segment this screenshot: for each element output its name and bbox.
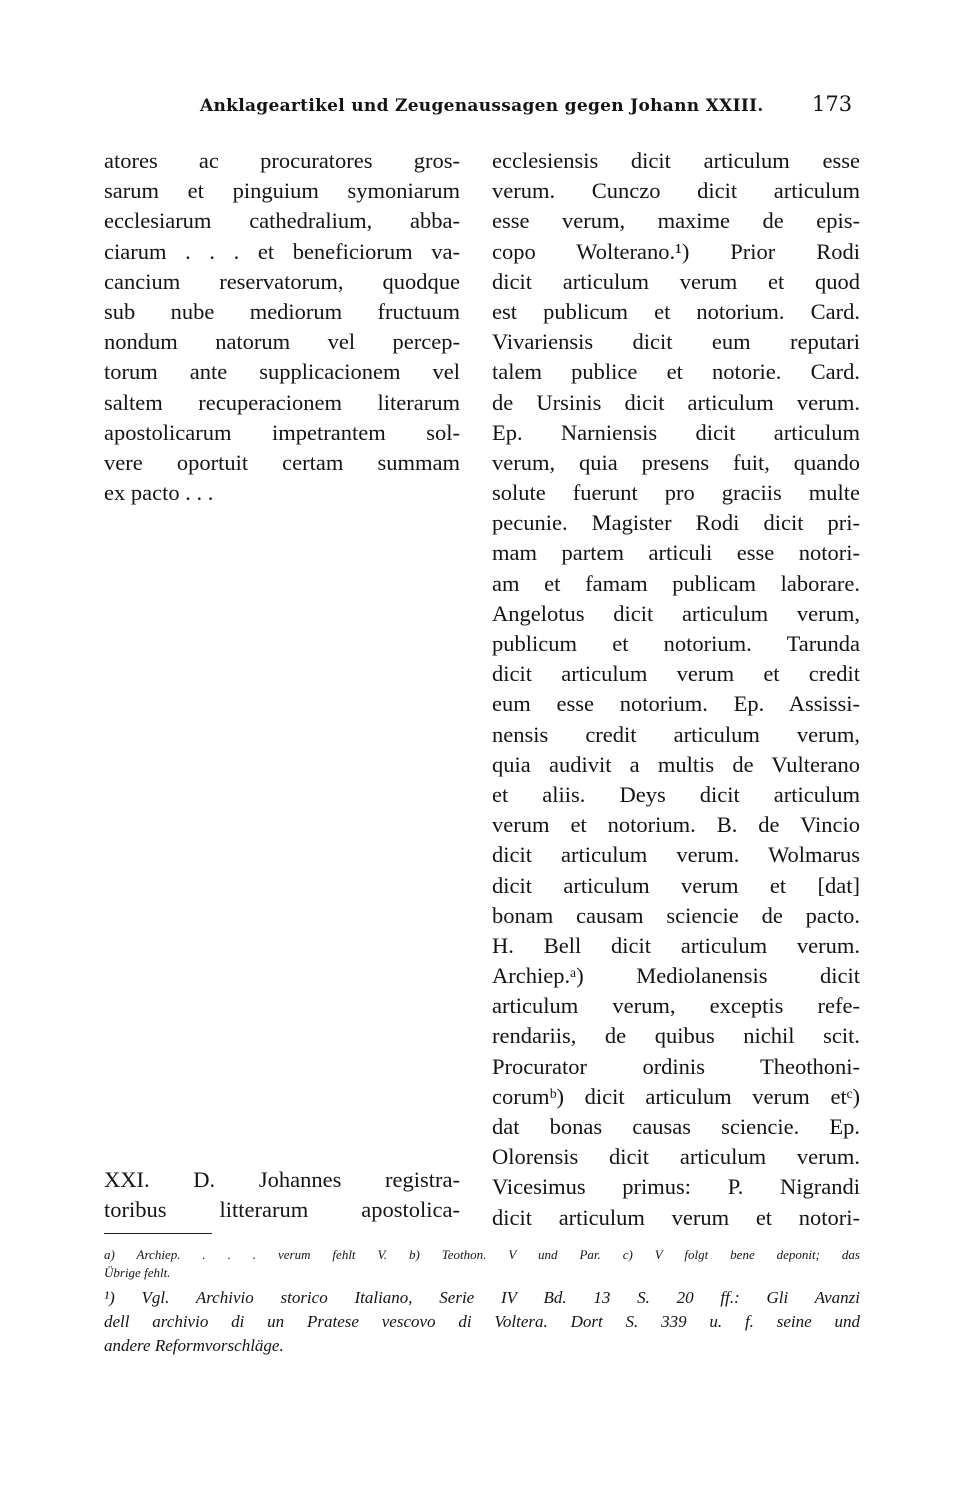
footnote-line: Übrige fehlt.	[104, 1265, 171, 1280]
text-line: saltem recuperacionem literarum	[104, 389, 460, 415]
footnote-variants	[104, 1246, 860, 1282]
text-line: cancium reservatorum, quodque	[104, 268, 460, 294]
text-line: ciarum . . . et beneficiorum va-	[104, 238, 460, 264]
text-line: mam partem articuli esse notori-	[492, 540, 860, 566]
text-line: publicum et notorium. Tarunda	[492, 631, 860, 656]
text-line: H. Bell dicit articulum verum.	[492, 932, 860, 958]
page-number: 173	[812, 92, 853, 116]
text-line: est publicum et notorium. Card.	[492, 298, 860, 324]
text-line: Vivariensis dicit eum reputari	[492, 329, 860, 355]
footnote-line: andere Reformvorschläge.	[104, 1336, 284, 1355]
text-line: verum, quia presens fuit, quando	[492, 449, 860, 475]
text-line: Archiep.ᵃ) Mediolanensis dicit	[492, 963, 860, 989]
text-line: sub nube mediorum fructuum	[104, 298, 460, 324]
text-line: atores ac procuratores gros-	[104, 148, 460, 173]
text-line: sarum et pinguium symoniarum	[104, 178, 460, 204]
left-column	[104, 146, 460, 508]
text-line: rendariis, de quibus nichil scit.	[492, 1023, 860, 1049]
text-line: quia audivit a multis de Vulterano	[492, 751, 860, 777]
text-line: bonam causam sciencie de pacto.	[492, 902, 860, 928]
right-column	[492, 146, 860, 1233]
text-line: Angelotus dicit articulum verum,	[492, 600, 860, 626]
text-line: nondum natorum vel percep-	[104, 329, 460, 355]
text-line: apostolicarum impetrantem sol-	[104, 419, 460, 445]
footnote-line: ¹) Vgl. Archivio storico Italiano, Serie IV Bd. 13 S. 20 ff.: Gli Avanzi	[104, 1288, 860, 1307]
text-line: eum esse notorium. Ep. Assissi-	[492, 691, 860, 717]
text-line: dicit articulum verum. Wolmarus	[492, 842, 860, 868]
text-line: solute fuerunt pro graciis multe	[492, 480, 860, 506]
text-line: Procurator ordinis Theothoni-	[492, 1053, 860, 1079]
footnote-line: dell archivio di un Pratese vescovo di Voltera. Dort S. 339 u. f. seine und	[104, 1312, 860, 1331]
text-line: et aliis. Deys dicit articulum	[492, 781, 860, 807]
text-line: dicit articulum verum et notori-	[492, 1204, 860, 1230]
text-line: XXI. D. Johannes registra-	[104, 1167, 460, 1192]
text-line: articulum verum, exceptis refe-	[492, 993, 860, 1019]
text-line: toribus litterarum apostolica-	[104, 1197, 460, 1223]
text-line: talem publice et notorie. Card.	[492, 359, 860, 385]
footnote-notes	[104, 1286, 860, 1358]
text-line: corumᵇ) dicit articulum verum etᶜ)	[492, 1083, 860, 1109]
text-line: verum. Cunczo dicit articulum	[492, 178, 860, 204]
text-line: dicit articulum verum et [dat]	[492, 872, 860, 898]
text-line: ecclesiarum cathedralium, abba-	[104, 208, 460, 234]
running-title: Anklageartikel und Zeugenaussagen gegen Johann XXIII.	[200, 96, 764, 116]
text-line: ecclesiensis dicit articulum esse	[492, 148, 860, 173]
article-heading-block	[104, 1165, 460, 1225]
text-line: dicit articulum verum et quod	[492, 268, 860, 294]
text-line: Ep. Narniensis dicit articulum	[492, 419, 860, 445]
text-line: de Ursinis dicit articulum verum.	[492, 389, 860, 415]
text-line: Olorensis dicit articulum verum.	[492, 1144, 860, 1170]
text-line: copo Wolterano.¹) Prior Rodi	[492, 238, 860, 264]
text-line: am et famam publicam laborare.	[492, 570, 860, 596]
text-line: torum ante supplicacionem vel	[104, 359, 460, 385]
text-line: ex pacto . . .	[104, 480, 214, 506]
footnote-separator	[104, 1233, 212, 1234]
text-line: vere oportuit certam summam	[104, 449, 460, 475]
text-line: pecunie. Magister Rodi dicit pri-	[492, 510, 860, 536]
text-line: dicit articulum verum et credit	[492, 661, 860, 687]
text-line: verum et notorium. B. de Vincio	[492, 812, 860, 838]
text-line: dat bonas causas sciencie. Ep.	[492, 1114, 860, 1139]
text-line: esse verum, maxime de epis-	[492, 208, 860, 234]
text-line: nensis credit articulum verum,	[492, 721, 860, 747]
footnote-line: a) Archiep. . . . verum fehlt V. b) Teothon. V und Par. c) V folgt bene deponit; das	[104, 1247, 860, 1262]
text-line: Vicesimus primus: P. Nigrandi	[492, 1174, 860, 1200]
